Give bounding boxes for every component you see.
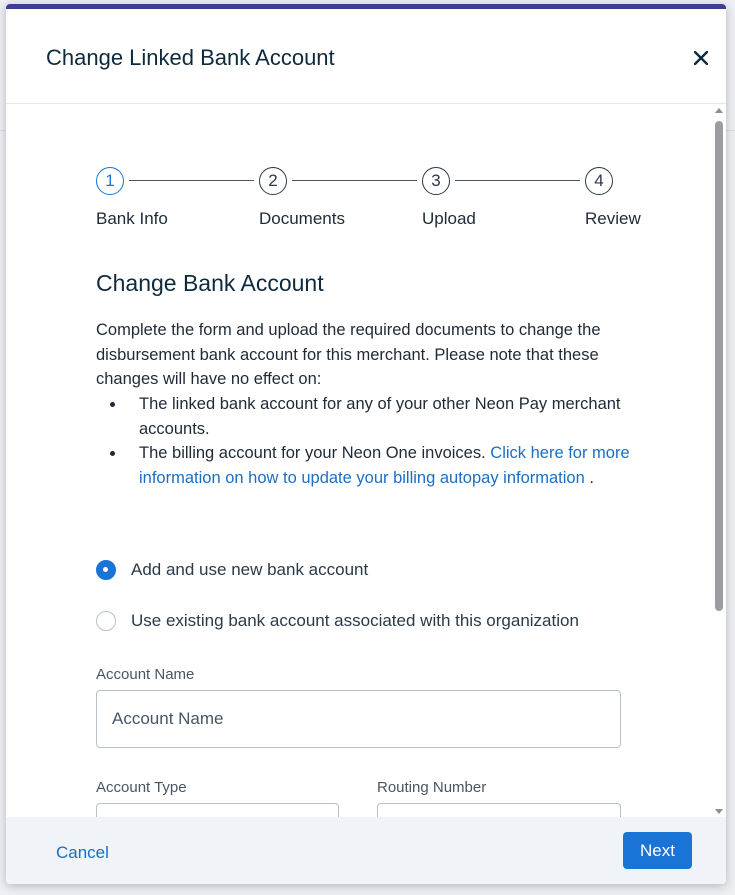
radio-button-checked[interactable]	[96, 560, 116, 580]
step-2-label: Documents	[259, 209, 345, 228]
step-1-label: Bank Info	[96, 209, 168, 228]
account-type-select[interactable]	[96, 803, 339, 817]
list-item	[96, 441, 636, 490]
step-2-indicator: 2	[259, 167, 287, 195]
radio-new-account-label: Add and use new bank account	[131, 560, 369, 579]
close-icon	[694, 51, 708, 65]
step-3-label: Upload	[422, 209, 476, 228]
next-button[interactable]: Next	[623, 832, 692, 869]
modal-title: Change Linked Bank Account	[46, 45, 335, 70]
bullet-icon	[110, 451, 115, 456]
routing-number-label: Routing Number	[377, 779, 487, 796]
radio-new-account[interactable]	[96, 560, 368, 580]
scrollbar-thumb[interactable]	[715, 121, 723, 611]
radio-existing-account-label: Use existing bank account associated with this organization	[131, 611, 579, 630]
list-item-text: The linked bank account for any of your other Neon Pay merchant accounts.	[139, 395, 621, 438]
modal-footer	[6, 817, 726, 884]
radio-button-unchecked[interactable]	[96, 611, 116, 631]
routing-number-input[interactable]	[377, 803, 621, 817]
list-item-suffix: .	[584, 468, 594, 487]
step-3-indicator: 3	[422, 167, 450, 195]
account-name-input[interactable]	[96, 690, 621, 748]
scroll-up-arrow-icon[interactable]	[715, 108, 723, 113]
step-4-label: Review	[585, 209, 641, 228]
intro-paragraph: Complete the form and upload the required documents to change the disbursement bank account for this merchant. Please note that these changes will have no effect on:	[96, 321, 601, 388]
modal-scrollbar[interactable]	[712, 105, 726, 817]
modal-body[interactable]	[6, 105, 726, 817]
radio-existing-account[interactable]	[96, 611, 579, 631]
section-title: Change Bank Account	[96, 270, 324, 296]
step-connector	[129, 180, 254, 181]
list-item-text: The billing account for your Neon One invoices.	[139, 444, 491, 462]
account-type-label: Account Type	[96, 779, 187, 796]
step-connector	[455, 180, 580, 181]
step-connector	[292, 180, 417, 181]
bullet-icon	[110, 402, 115, 407]
cancel-button[interactable]: Cancel	[56, 843, 109, 862]
scroll-down-arrow-icon[interactable]	[715, 809, 723, 814]
account-name-label: Account Name	[96, 666, 195, 683]
step-4-indicator: 4	[585, 167, 613, 195]
close-button[interactable]	[690, 47, 712, 69]
backdrop-divider	[726, 130, 735, 131]
step-1-indicator: 1	[96, 167, 124, 195]
modal-header	[6, 9, 726, 104]
effects-list	[96, 392, 636, 490]
change-bank-account-modal	[6, 4, 726, 884]
progress-stepper	[96, 167, 656, 237]
billing-autopay-info-link[interactable]: Click here for more information on how to update your billing autopay information	[139, 444, 630, 487]
list-item	[96, 392, 636, 441]
